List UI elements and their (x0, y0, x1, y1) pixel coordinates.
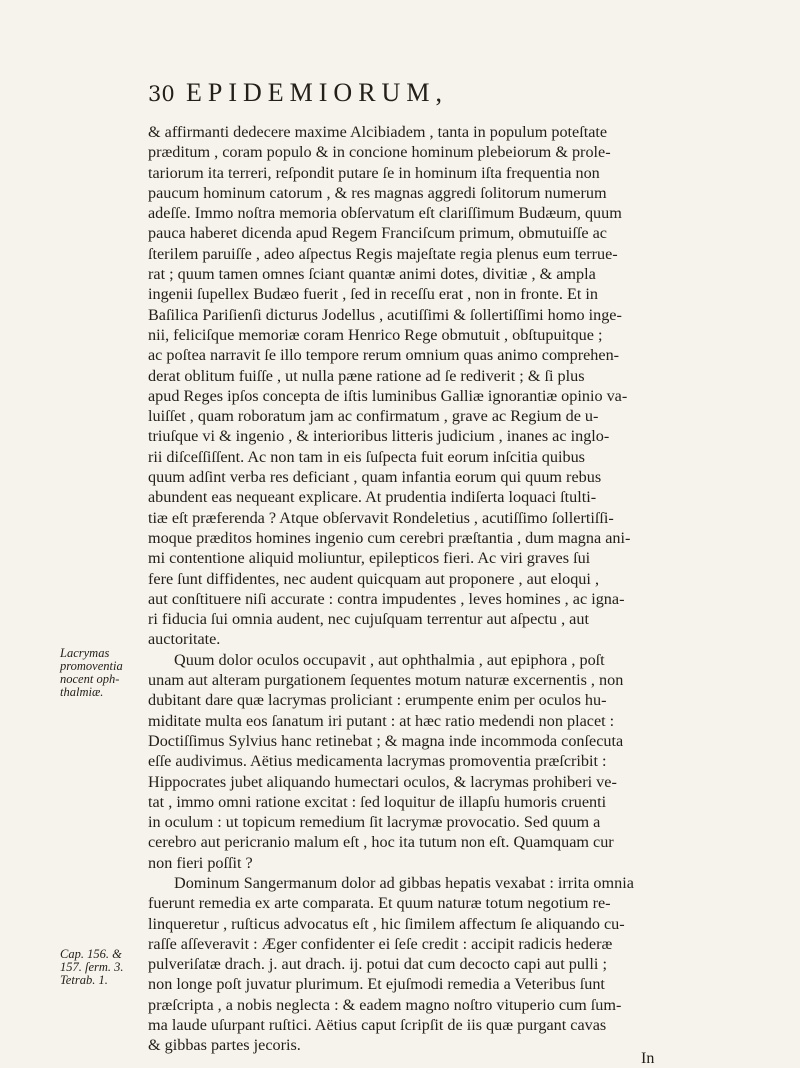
text-line: non fieri poſſit ? (148, 853, 253, 872)
text-line: tat , immo omni ratione excitat : ſed loquitur de illapſu humoris cruenti (148, 792, 607, 811)
text-line: moque præditos homines ingenio cum cerebri præſtantia , dum magna ani- (148, 528, 631, 547)
text-line: Dominum Sangermanum dolor ad gibbas hepatis vexabat : irrita omnia (174, 873, 634, 892)
text-line: præditum , coram populo & in concione hominum plebeiorum & prole- (148, 143, 611, 162)
page-header (148, 78, 668, 118)
text-line: Hippocrates jubet aliquando humectari oculos, & lacrymas prohiberi ve- (148, 772, 617, 791)
body-text (148, 122, 686, 1056)
text-line: ac poſtea narravit ſe illo tempore rerum omnium quas animo comprehen- (148, 346, 620, 365)
text-line: derat oblitum fuiſſe , ut nulla pæne ratione ad ſe rediverit ; & ſi plus (148, 366, 585, 385)
page-number: 30 (148, 82, 175, 106)
text-line: miditate multa eos ſanatum iri putant : at hæc ratio medendi non placet : (148, 711, 615, 730)
text-line: ſterilem paruiſſe , adeo aſpectus Regis majeſtate regia plenus eum terrue- (148, 244, 618, 263)
text-line: tiæ eſt præferenda ? Atque obſervavit Rondeletius , acutiſſimo ſollertiſſi- (148, 508, 614, 527)
text-line: nii, feliciſque memoriæ coram Henrico Rege obmutuit , obſtupuitque ; (148, 325, 603, 344)
text-line: linqueretur , ruſticus advocatus eſt , hic ſimilem affectum ſe aliquando cu- (148, 914, 625, 933)
text-line: fere ſunt diffidentes, nec audent quicquam aut proponere , aut eloqui , (148, 569, 599, 588)
text-line: apud Reges ipſos concepta de iſtis luminibus Galliæ ignorantiæ opinio va- (148, 386, 628, 405)
text-line: dubitant dare quæ lacrymas proliciant : erumpente enim per oculos hu- (148, 691, 607, 710)
text-line: non longe poſt juvatur plurimum. Et ejuſmodi remedia a Veteribus ſunt (148, 975, 605, 994)
margin-note-line: Tetrab. 1. (60, 973, 108, 987)
text-line: ingenii ſupellex Budæo fuerit , ſed in receſſu erat , non in fronte. Et in (148, 285, 598, 304)
text-line: unam aut alteram purgationem ſequentes motum naturæ excernentis , non (148, 671, 624, 690)
text-line: quum adſint verba res deficiant , quam infantia eorum qui quum rebus (148, 468, 602, 487)
text-line: in oculum : ut topicum remedium ſit lacrymæ provocatio. Sed quum a (148, 813, 601, 832)
text-line: præſcripta , a nobis neglecta : & eadem magno noſtro vituperio cum ſum- (148, 995, 622, 1014)
text-line: auctoritate. (148, 630, 221, 649)
text-line: ri fiducia ſui omnia audent, nec cujuſquam terrentur aut aſpectu , aut (148, 610, 589, 629)
text-line: luiſſet , quam roboratum jam ac confirmatum , grave ac Regium de u- (148, 407, 599, 426)
text-line: eſſe audivimus. Aëtius medicamenta lacrymas promoventia præſcribit : (148, 752, 607, 771)
margin-note-lacrymas (60, 647, 144, 699)
text-line: & affirmanti dedecere maxime Alcibiadem , tanta in populum poteſtate (148, 123, 608, 141)
text-line: Baſilica Pariſienſi dicturus Jodellus , acutiſſimi & ſollertiſſimi homo inge- (148, 305, 622, 324)
text-line: tariorum ita terreri, reſpondit putare ſe in hominum iſta frequentia non (148, 163, 600, 182)
margin-note-line: Cap. 156. & (60, 947, 122, 961)
text-line: rat ; quum tamen omnes ſciant quantæ animi dotes, divitiæ , & ampla (148, 265, 596, 284)
text-line: raſſe aſſeveravit : Æger confidenter ei ſeſe credit : accipit radicis hederæ (148, 934, 613, 953)
margin-note-line: Lacrymas (60, 646, 110, 660)
text-line: Doctiſſimus Sylvius hanc retinebat ; & magna inde incommoda conſecuta (148, 731, 624, 750)
text-line: rii diſceſſiſſent. Ac non tam in eis ſuſpecta fuit eorum inſcitia quibus (148, 447, 585, 466)
text-line: fuerunt remedia ex arte comparata. Et quum naturæ totum negotium re- (148, 894, 611, 913)
margin-note-line: promoventia (60, 659, 123, 673)
text-line: triuſque vi & ingenio , & interioribus litteris judicium , inanes ac inglo- (148, 427, 610, 446)
text-line: pauca haberet dicenda apud Regem Franciſcum primum, obmutuiſſe ac (148, 224, 607, 243)
margin-note-line: nocent oph- (60, 672, 120, 686)
running-title: EPIDEMIORUM, (186, 78, 448, 107)
text-line: pulveriſatæ drach. j. aut drach. ij. potui dat cum decocto capi aut pulli ; (148, 955, 607, 974)
text-line: abundent eas nequeant explicare. At prudentia indiſerta loquaci ſtulti- (148, 488, 597, 507)
text-line: & gibbas partes jecoris. (148, 1036, 301, 1055)
text-line: mi contentione aliquid moliuntur, epilepticos fieri. Ac viri graves ſui (148, 549, 591, 568)
margin-note-line: 157. ſerm. 3. (60, 960, 124, 974)
text-line: aut conſtituere niſi accurate : contra impudentes , leves homines , ac igna- (148, 589, 625, 608)
text-line: cerebro aut pericranio malum eſt , hoc ita tutum non eſt. Quamquam cur (148, 833, 614, 852)
text-line: paucum hominum catorum , & res magnas aggredi ſolitorum numerum (148, 183, 607, 202)
text-line: adeſſe. Immo noſtra memoria obſervatum eſt clariſſimum Budæum, quum (148, 204, 622, 223)
margin-note-citation (60, 948, 144, 987)
catchword: In (641, 1050, 655, 1067)
text-line: Quum dolor oculos occupavit , aut ophthalmia , aut epiphora , poſt (174, 650, 605, 669)
margin-note-line: thalmiæ. (60, 685, 104, 699)
text-line: ma laude uſurpant ruſtici. Aëtius caput ſcripſit de iis quæ purgant cavas (148, 1016, 607, 1035)
